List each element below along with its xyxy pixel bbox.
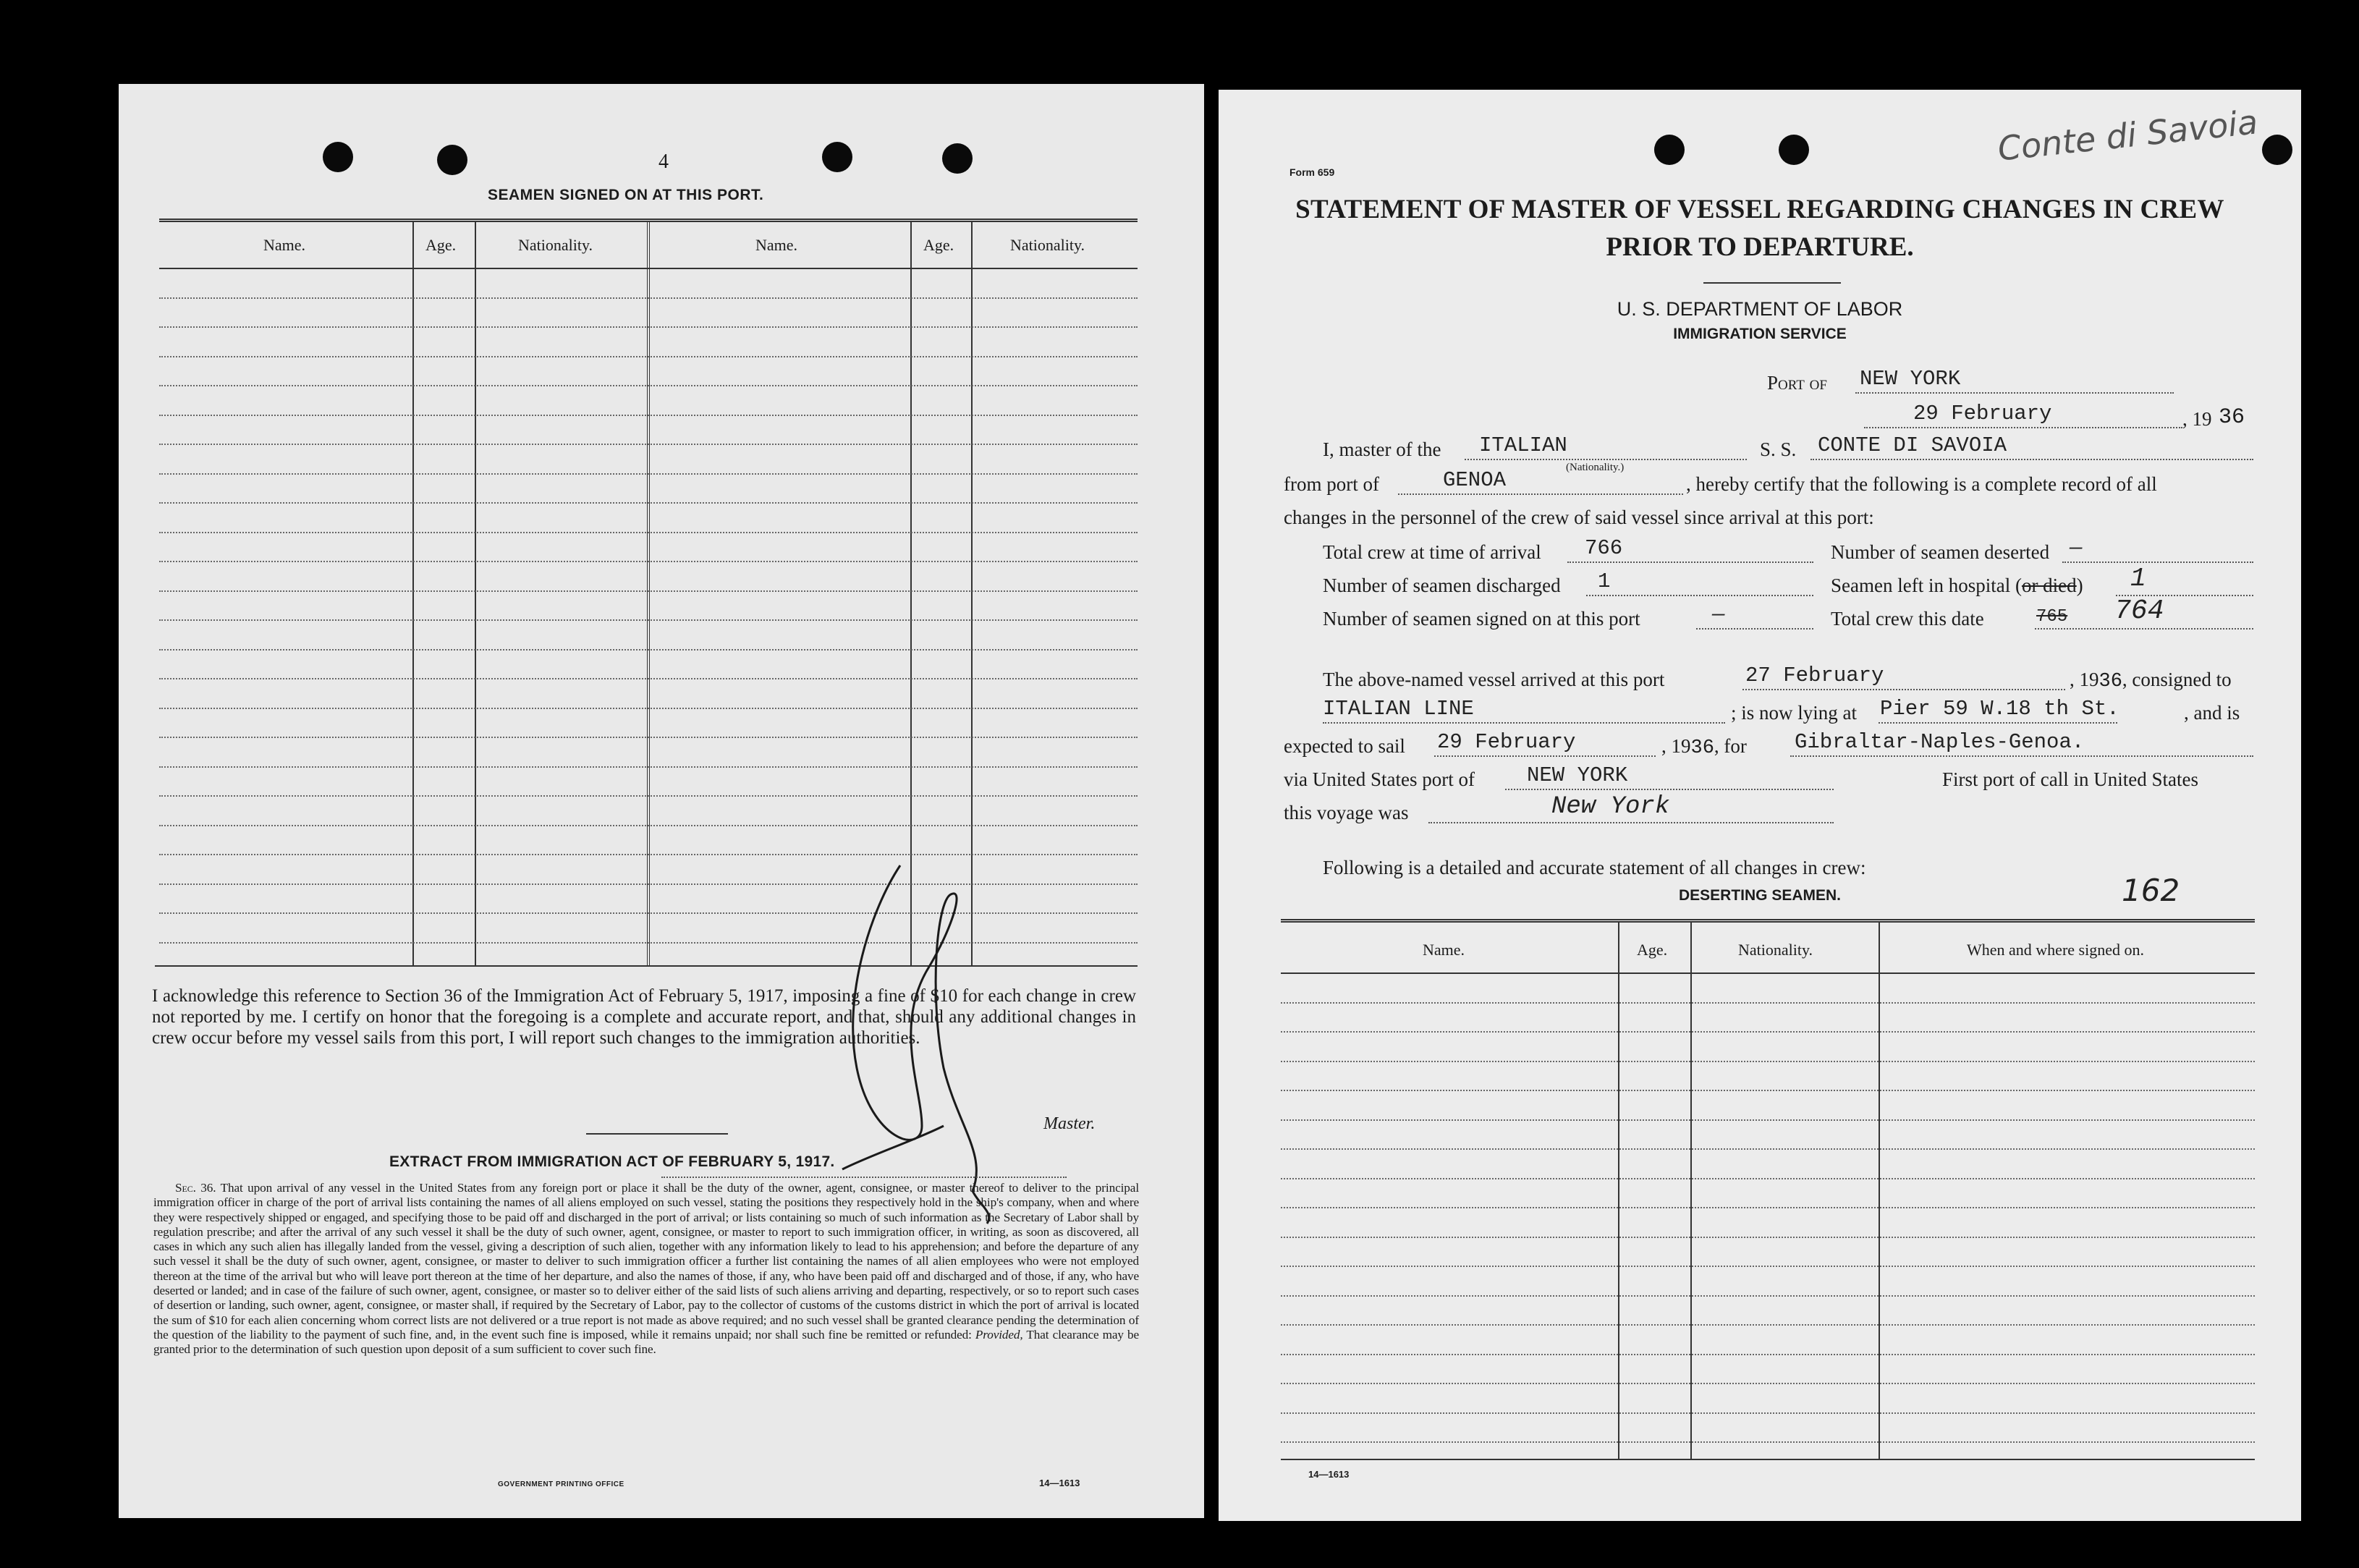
total-date-label: Total crew this date — [1831, 608, 1984, 630]
table-row — [1281, 1237, 2255, 1238]
table-row — [1281, 1441, 2255, 1443]
column-header-nationality: Nationality. — [1010, 236, 1085, 254]
date-value: 29 February — [1913, 402, 2052, 425]
table-row — [1281, 1354, 2255, 1355]
table-row — [159, 619, 1138, 621]
deserting-heading: DESERTING SEAMEN. — [1678, 887, 1842, 904]
punch-hole — [822, 142, 852, 172]
certify-text: , hereby certify that the following is a complete record of all — [1686, 473, 2157, 495]
port-field — [1855, 369, 2174, 394]
expected-year: , 1936, for — [1661, 735, 1747, 759]
expected-field — [1434, 732, 1656, 757]
table-row — [1281, 1061, 2255, 1062]
discharged-label: Number of seamen discharged — [1323, 575, 1561, 596]
printer-label: GOVERNMENT PRINTING OFFICE — [498, 1480, 624, 1488]
and-is-text: , and is — [2184, 702, 2240, 724]
date-field — [1864, 404, 2182, 428]
column-header-name: Name. — [263, 236, 306, 254]
department-name: U. S. DEPARTMENT OF LABOR — [1617, 298, 1903, 320]
lying-value: Pier 59 W.18 th St. — [1880, 697, 2119, 721]
table-row — [1281, 1178, 2255, 1179]
via-label: via United States port of — [1284, 768, 1475, 790]
expected-label: expected to sail — [1284, 735, 1405, 757]
total-arrival-label: Total crew at time of arrival — [1323, 541, 1541, 563]
table-row — [1281, 1090, 2255, 1091]
extract-heading: EXTRACT FROM IMMIGRATION ACT OF FEBRUARY 5, 1917. — [389, 1153, 835, 1170]
table-row — [1281, 1148, 2255, 1150]
ss-label: S. S. — [1760, 438, 1797, 460]
table-row — [1281, 1324, 2255, 1326]
form-title-line-2: PRIOR TO DEPARTURE. — [1606, 232, 1914, 262]
proviso-text: That clearance may be granted prior to the determination of such question upon deposit of a sum sufficient to cover such fine. — [153, 1327, 1139, 1357]
punch-hole — [1779, 135, 1809, 165]
total-arrival-field — [1567, 538, 1813, 563]
port-label: Port of — [1767, 372, 1827, 394]
year-value: 36 — [2219, 405, 2245, 430]
column-header-age: Age. — [1637, 941, 1668, 959]
nationality-caption: (Nationality.) — [1566, 462, 1625, 473]
signed-on-field — [1696, 605, 1813, 630]
consignee-value: ITALIAN LINE — [1323, 697, 1474, 721]
column-header-nationality: Nationality. — [1738, 941, 1813, 959]
table-row — [159, 326, 1138, 328]
table-row — [1281, 1266, 2255, 1267]
table-row — [159, 795, 1138, 797]
discharged-field — [1586, 569, 1813, 596]
form-code: 14—1613 — [1308, 1469, 1350, 1480]
deserted-label: Number of seamen deserted — [1831, 541, 2050, 563]
table-row — [1281, 1295, 2255, 1297]
margin-number: 162 — [2122, 873, 2180, 908]
voyage-field — [1428, 793, 1834, 823]
right-page — [1219, 90, 2301, 1521]
table-row — [159, 590, 1138, 592]
via-value: NEW YORK — [1527, 763, 1628, 787]
arrived-year: , 1936, consigned to — [2070, 669, 2232, 692]
table-row — [1281, 1002, 2255, 1004]
service-name: IMMIGRATION SERVICE — [1673, 326, 1847, 342]
master-label: Master. — [1043, 1114, 1096, 1133]
handwritten-margin-note: Conte di Savoia — [1996, 102, 2260, 169]
changes-text: changes in the personnel of the crew of said vessel since arrival at this port: — [1284, 507, 1874, 528]
column-header-signed-on: When and where signed on. — [1967, 941, 2144, 959]
page-number: 4 — [658, 151, 669, 173]
hospital-label: Seamen left in hospital (or died) — [1831, 575, 2083, 596]
arrived-value: 27 February — [1745, 664, 1884, 687]
table-row — [159, 678, 1138, 679]
lying-field — [1879, 699, 2117, 724]
from-port-label: from port of — [1284, 473, 1379, 495]
hospital-struck-text: or died — [2021, 575, 2077, 596]
table-row — [1281, 1383, 2255, 1384]
punch-hole — [1654, 135, 1685, 165]
total-date-field — [2035, 596, 2253, 630]
section-body: That upon arrival of any vessel in the United States from any foreign port or place it shall be the duty of the owner, agent, consignee, or master thereof to deliver to the principal immigration officer in charge of the port of arrival lists containing the names of all aliens employed on such vessel, stating the positions they respectively hold in the ship's company, when and where they were respectively shipped or engaged, and specifying those to be paid off and discharged in the port of arrival; or lists containing so much of such information as the Secretary of Labor shall by regulation prescribe; and after the arrival of any such vessel it shall be the duty of such owner, agent, consignee, or master to report to such immigration officer, in writing, as soon as discovered, all cases in which any such alien has illegally landed from the vessel, giving a description of such alien, together with any information likely to lead to his apprehension; and before the departure of any such vessel it shall be the duty of such owner, agent, consignee, or master to deliver to such immigration officer a further list containing the names of all alien employees who were not employed thereon at the time of the arrival but who will leave port thereon at the time of her departure, and also the names of those, if any, who have been paid off and discharged and of those, if any, who have deserted or landed; and in case of the failure of such owner, agent, consignee, or master so to deliver either of the said lists of such aliens arriving and departing, respectively, or so to report such cases of desertion or landing, such owner, agent, consignee, or master shall, if required by the Secretary of Labor, pay to the collector of customs of the customs district in which the port of arrival is located the sum of $10 for each alien concerning whom correct lists are not delivered or a true report is not made as above required; and no such vessel shall be granted clearance pending the determination of the question of the liability to the payment of such fine, and, in the event such fine is imposed, while it remains unpaid; nor shall such fine be remitted or refunded: — [153, 1181, 1139, 1342]
nationality-value: ITALIAN — [1479, 433, 1567, 457]
total-arrival-value: 766 — [1585, 536, 1623, 560]
table-row — [159, 766, 1138, 768]
table-row — [1281, 1031, 2255, 1033]
master-signature — [813, 851, 1001, 1227]
year-prefix: , 19 — [2182, 408, 2212, 430]
port-value: NEW YORK — [1860, 367, 1961, 391]
total-date-value: 764 — [2114, 596, 2164, 627]
table-row — [159, 444, 1138, 445]
from-port-field — [1398, 470, 1683, 495]
table-row — [159, 737, 1138, 738]
table-row — [1281, 1412, 2255, 1414]
lying-label: ; is now lying at — [1731, 702, 1857, 724]
table-row — [159, 708, 1138, 709]
form-code: 14—1613 — [1039, 1478, 1080, 1488]
first-port-label: First port of call in United States — [1942, 768, 2198, 790]
table-row — [159, 415, 1138, 416]
table-row — [159, 297, 1138, 299]
table-row — [159, 825, 1138, 826]
from-port-value: GENOA — [1443, 468, 1507, 492]
following-text: Following is a detailed and accurate statement of all changes in crew: — [1323, 857, 1866, 878]
form-label: Form 659 — [1289, 166, 1335, 178]
master-of-label: I, master of the — [1323, 438, 1441, 460]
table-row — [159, 502, 1138, 504]
deserted-value: — — [2070, 536, 2083, 560]
punch-hole — [323, 142, 353, 172]
total-date-struck: 765 — [2036, 607, 2068, 627]
punch-hole — [437, 145, 467, 175]
column-header-name: Name. — [755, 236, 798, 254]
destination-value: Gibraltar-Naples-Genoa. — [1795, 730, 2085, 754]
form-title-line-1: STATEMENT OF MASTER OF VESSEL REGARDING CHANGES IN CREW — [1295, 195, 2224, 224]
proviso-label: Provided, — [975, 1327, 1023, 1342]
consignee-field — [1323, 699, 1725, 724]
table-row — [159, 356, 1138, 357]
voyage-value: New York — [1551, 793, 1670, 821]
table-row — [159, 649, 1138, 650]
table-row — [1281, 1207, 2255, 1208]
table-row — [159, 473, 1138, 475]
acknowledgement-text: I acknowledge this reference to Section 36 of the Immigration Act of February 5, 1917, imposing a fine of $10 for each change in crew not reported by me. I certify on honor that the foregoing is a complete and accurate report, and that, should any additional changes in crew occur before my vessel sails from this port, I will report such changes to the immigration authorities. — [152, 986, 1136, 1048]
arrived-label: The above-named vessel arrived at this port — [1323, 669, 1665, 690]
left-page — [119, 84, 1204, 1518]
nationality-field — [1465, 433, 1747, 460]
section-label: Sec. 36. — [175, 1181, 216, 1195]
table-row — [159, 561, 1138, 562]
hospital-field — [2116, 564, 2253, 596]
discharged-value: 1 — [1598, 569, 1611, 593]
punch-hole — [942, 143, 973, 174]
table-row — [1281, 1119, 2255, 1121]
column-header-nationality: Nationality. — [518, 236, 593, 254]
expected-value: 29 February — [1437, 730, 1576, 754]
seamen-signed-heading: SEAMEN SIGNED ON AT THIS PORT. — [488, 187, 764, 203]
ship-name-value: CONTE DI SAVOIA — [1818, 433, 2007, 457]
punch-hole — [2262, 135, 2292, 165]
table-row — [159, 532, 1138, 533]
hospital-value: 1 — [2130, 564, 2146, 593]
deserted-field — [2062, 538, 2253, 563]
column-header-name: Name. — [1423, 941, 1465, 959]
column-header-age: Age. — [425, 236, 457, 254]
signed-on-label: Number of seamen signed on at this port — [1323, 608, 1640, 630]
table-row — [159, 385, 1138, 386]
arrived-field — [1742, 666, 2065, 690]
voyage-label: this voyage was — [1284, 802, 1409, 823]
section-36-text — [153, 1181, 1139, 1357]
ship-name-field — [1810, 433, 2253, 460]
via-field — [1505, 763, 1834, 790]
column-header-age: Age. — [923, 236, 954, 254]
signed-on-value: — — [1712, 603, 1725, 627]
destination-field — [1790, 732, 2253, 757]
